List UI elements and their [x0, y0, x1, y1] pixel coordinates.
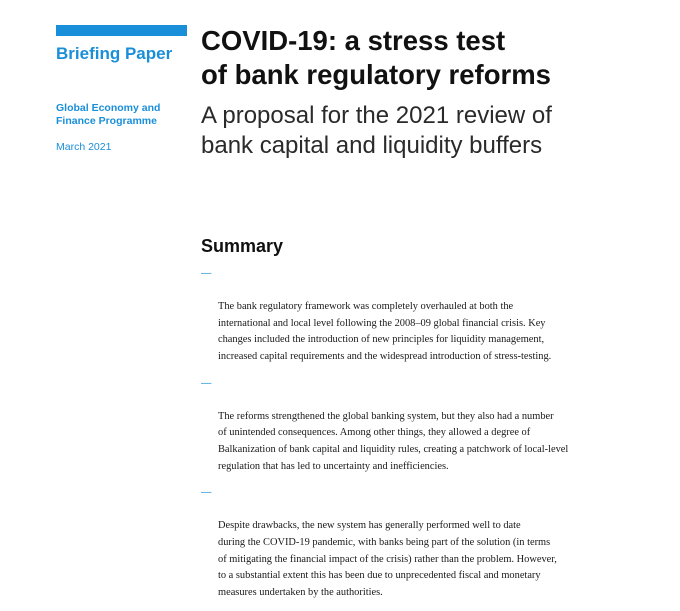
summary-item: [201, 485, 641, 601]
accent-bar: [56, 25, 187, 36]
summary-item: [201, 266, 641, 366]
summary-list: [201, 266, 641, 611]
page-subtitle: A proposal for the 2021 review of bank capital and liquidity buffers: [201, 102, 552, 159]
summary-item-text: The reforms strengthened the global banking system, but they also had a number of unintended consequences. Among other things, they allowed a degree of Balkanization of bank capital and liquidity rules, creating a patchwork of local-level regulation that has led to uncertainty and inefficiencies.: [218, 410, 569, 472]
summary-item: [201, 376, 641, 476]
briefing-paper-label: Briefing Paper: [56, 44, 173, 63]
summary-heading: Summary: [201, 236, 284, 256]
publication-date: March 2021: [56, 141, 112, 153]
dash-marker: —: [201, 487, 212, 499]
dash-marker: —: [201, 268, 212, 279]
programme-label: Global Economy and Finance Programme: [56, 102, 161, 127]
page-title: COVID-19: a stress test of bank regulatory reforms: [201, 25, 551, 90]
summary-item-text: The bank regulatory framework was completely overhauled at both the international and local level following the 2008–09 global financial crisis. Key changes included the introduction of new principles for liquidity management, increased capital requirements and the widespread introduction of stress-testing.: [218, 301, 552, 362]
summary-item-text: Despite drawbacks, the new system has generally performed well to date during the COVID-19 pandemic, with banks being part of the solution (in terms of mitigating the financial impact of the crisis) rather than the problem. However, to a substantial extent this has been due to unprecedented fiscal and monetary measures undertaken by the authorities.: [218, 520, 557, 598]
dash-marker: —: [201, 377, 212, 389]
